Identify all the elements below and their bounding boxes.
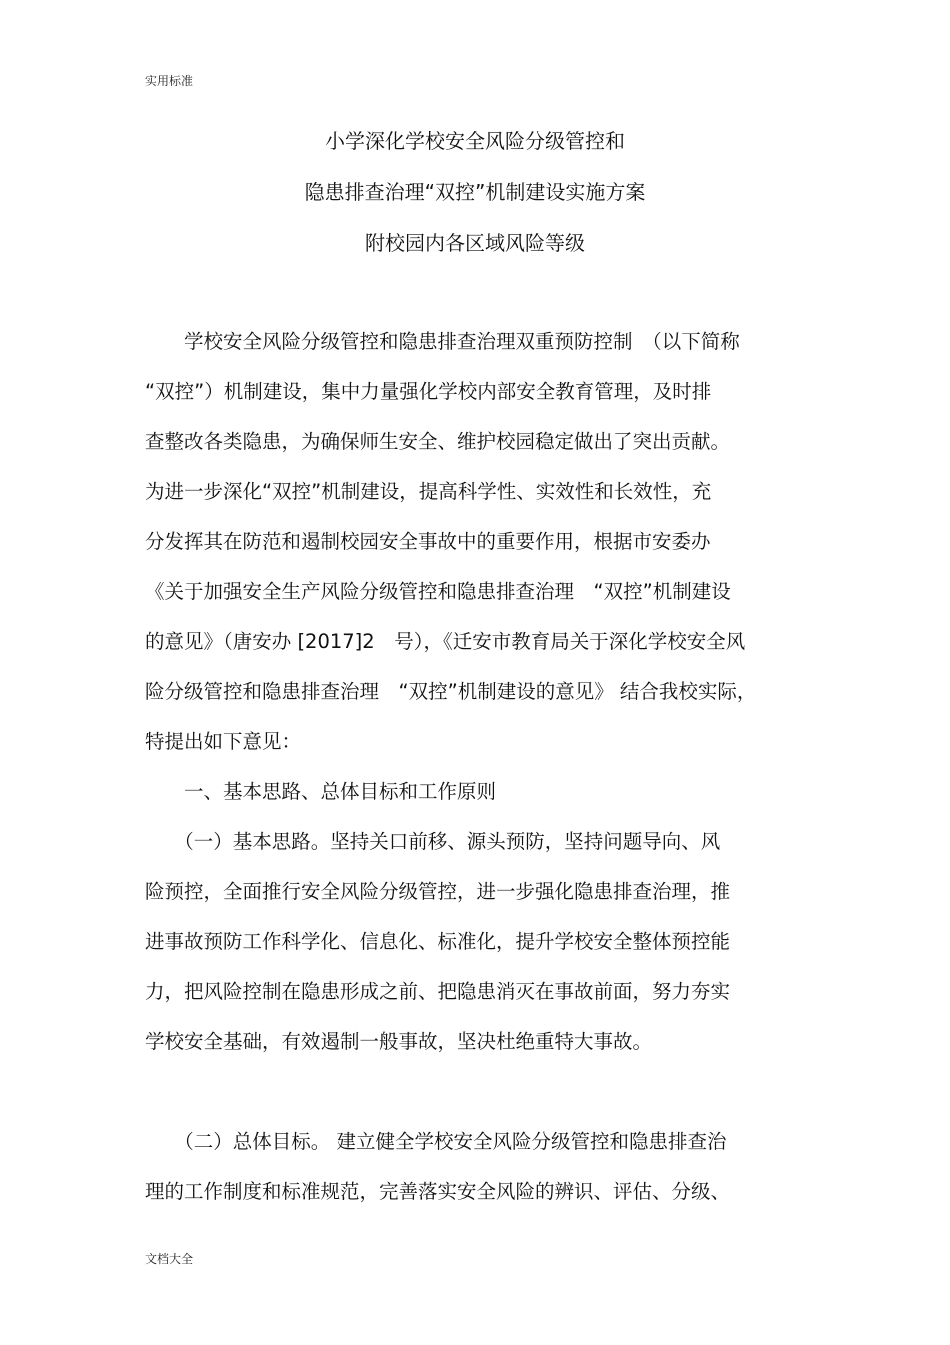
section-heading: 一、基本思路、总体目标和工作原则 bbox=[145, 780, 497, 803]
body-line: 险分级管控和隐患排查治理 “双控”机制建设的意见》 结合我校实际， bbox=[145, 680, 757, 703]
body-line: 险预控，全面推行安全风险分级管控，进一步强化隐患排查治理，推 bbox=[145, 880, 731, 903]
document-title-line-1: 小学深化学校安全风险分级管控和 bbox=[325, 129, 625, 153]
body-line: 进事故预防工作科学化、信息化、标准化，提升学校安全整体预控能 bbox=[145, 930, 731, 953]
document-title-line-3: 附校园内各区域风险等级 bbox=[365, 231, 585, 255]
body-line: 学校安全基础，有效遏制一般事故，坚决杜绝重特大事故。 bbox=[145, 1030, 653, 1053]
body-line: 分发挥其在防范和遏制校园安全事故中的重要作用，根据市安委办 bbox=[145, 530, 711, 553]
body-line: 的意见》（唐安办 [2017]2 号），《迁安市教育局关于深化学校安全风 bbox=[145, 630, 746, 653]
body-line: “双控”）机制建设，集中力量强化学校内部安全教育管理，及时排 bbox=[145, 380, 712, 403]
body-line: 《关于加强安全生产风险分级管控和隐患排查治理 “双控”机制建设 bbox=[145, 580, 731, 603]
body-line: 学校安全风险分级管控和隐患排查治理双重预防控制 （以下简称 bbox=[145, 330, 740, 353]
body-line: （一）基本思路。坚持关口前移、源头预防，坚持问题导向、风 bbox=[145, 830, 721, 853]
body-line: （二）总体目标。 建立健全学校安全风险分级管控和隐患排查治 bbox=[145, 1130, 727, 1153]
body-line: 理的工作制度和标准规范，完善落实安全风险的辨识、评估、分级、 bbox=[145, 1180, 731, 1203]
document-title-line-2: 隐患排查治理“双控”机制建设实施方案 bbox=[304, 180, 646, 204]
body-line: 查整改各类隐患，为确保师生安全、维护校园稳定做出了突出贡献。 bbox=[145, 430, 731, 453]
page-footer-note: 文档大全 bbox=[145, 1252, 194, 1266]
body-line: 力，把风险控制在隐患形成之前、把隐患消灭在事故前面，努力夯实 bbox=[145, 980, 731, 1003]
body-line: 为进一步深化“双控”机制建设，提高科学性、实效性和长效性，充 bbox=[145, 480, 712, 503]
page-header-note: 实用标准 bbox=[145, 74, 194, 88]
body-line: 特提出如下意见： bbox=[145, 730, 302, 753]
